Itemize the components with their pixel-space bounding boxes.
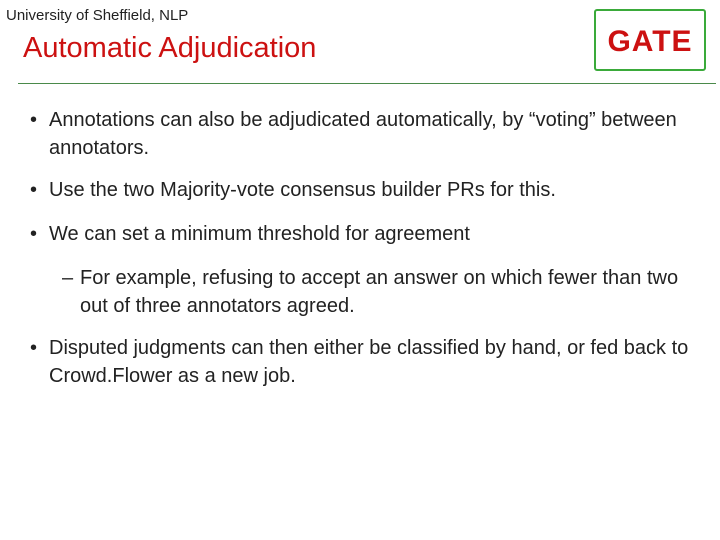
bullet-item-4: Disputed judgments can then either be classified by hand, or fed back to Crowd.Flower as a new job. — [49, 337, 689, 387]
title-divider — [18, 83, 716, 84]
bullet-item-1: Annotations can also be adjudicated automatically, by “voting” between annotators. — [49, 109, 677, 159]
bullet-marker: • — [30, 337, 38, 359]
bullet-item-2: Use the two Majority-vote consensus builder PRs for this. — [49, 179, 556, 201]
gate-logo-icon — [596, 11, 704, 69]
bullet-item-3: We can set a minimum threshold for agreement — [49, 223, 470, 245]
sub-bullet-marker: – — [62, 267, 74, 289]
bullet-marker: • — [30, 179, 38, 201]
bullet-marker: • — [30, 223, 38, 245]
slide-title: Automatic Adjudication — [23, 32, 317, 64]
logo-text: GATE — [607, 25, 693, 58]
header-organization: University of Sheffield, NLP — [6, 7, 189, 24]
gate-logo — [594, 9, 706, 71]
sub-bullet-item-1: For example, refusing to accept an answer on which fewer than two out of three annotators agreed. — [80, 267, 679, 317]
bullet-marker: • — [30, 109, 38, 131]
